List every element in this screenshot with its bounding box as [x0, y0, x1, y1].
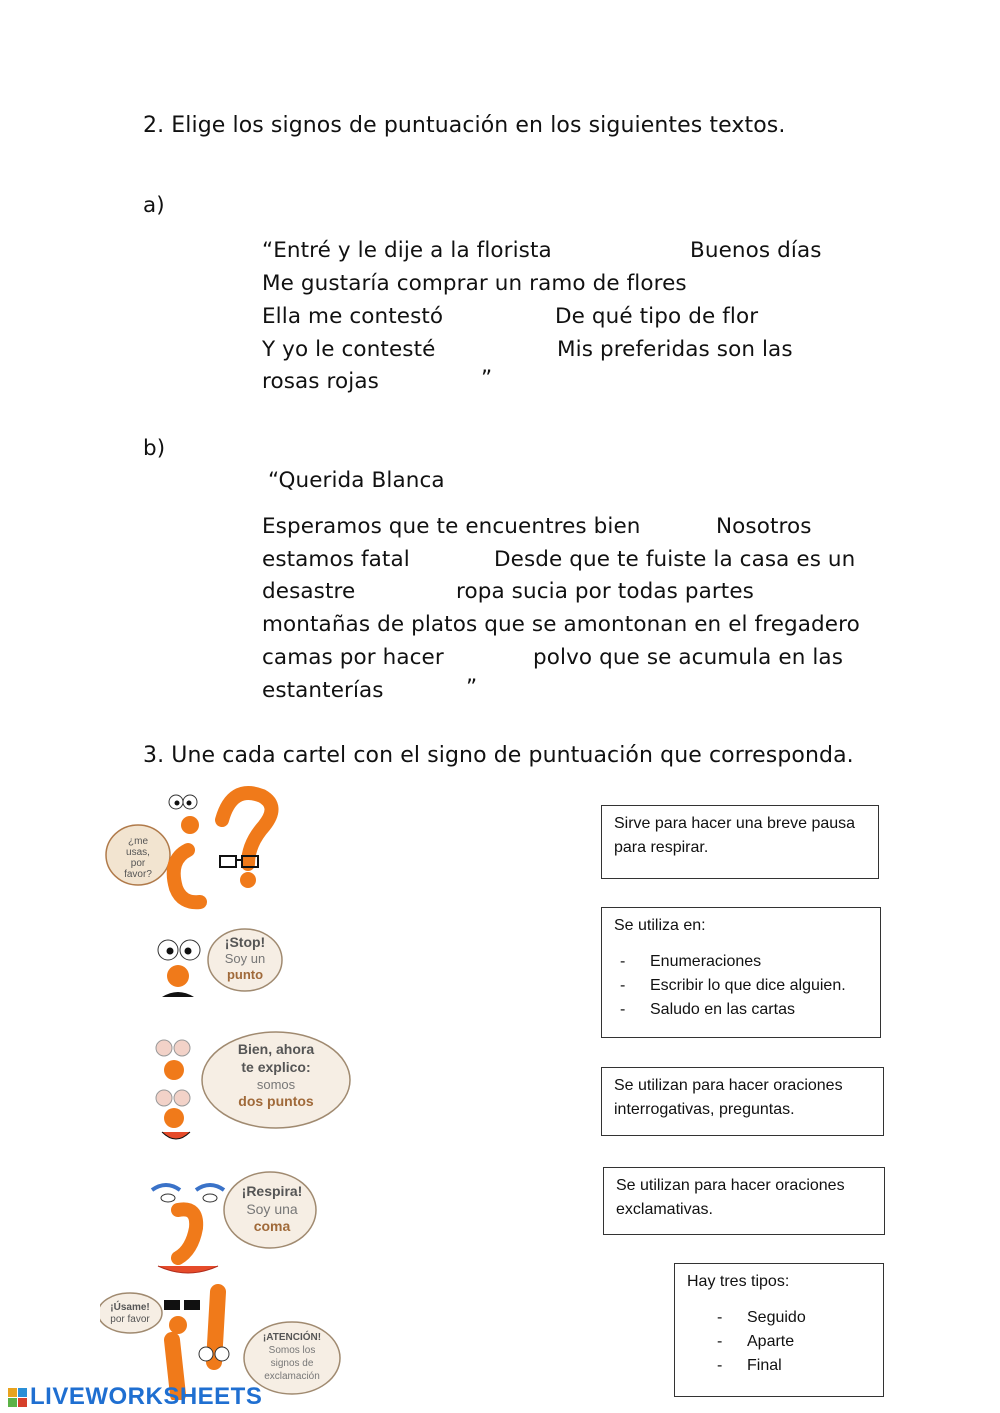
- bubble4-line3: coma: [253, 1218, 291, 1234]
- bubble2-line3: punto: [226, 967, 264, 982]
- bubble5a-line1: ¡Úsame!: [110, 1302, 150, 1313]
- period-character[interactable]: [158, 929, 282, 997]
- card3-text: Se utilizan para hacer oraciones interrogativas, preguntas.: [614, 1077, 843, 1118]
- card-question-definition[interactable]: [601, 1067, 884, 1136]
- card5-item: - Aparte: [711, 1330, 871, 1354]
- text-b-line3-left: desastre: [262, 579, 356, 604]
- text-b-line4: montañas de platos que se amontonan en el fregadero: [262, 612, 860, 637]
- part-b-label: b): [143, 436, 166, 461]
- card2-list: [614, 950, 868, 1022]
- text-b-greeting: “Querida Blanca: [268, 468, 445, 493]
- text-b-line6-close-quote: ”: [466, 675, 478, 700]
- bubble1-line3: por: [130, 858, 146, 869]
- card2-item: - Escribir lo que dice alguien.: [614, 974, 868, 998]
- card2-item: - Enumeraciones: [614, 950, 868, 974]
- card-comma-definition[interactable]: [601, 805, 879, 879]
- text-a-line4-right: Mis preferidas son las: [557, 337, 793, 362]
- bubble2-line2: Soy un: [224, 951, 266, 966]
- bubble3-line1: Bien, ahora: [237, 1041, 315, 1057]
- bubble5b-line3: signos de: [270, 1358, 314, 1369]
- exclamation-character[interactable]: [100, 1292, 340, 1395]
- bubble2-line1: ¡Stop!: [224, 934, 266, 950]
- punctuation-characters-illustration: [100, 780, 380, 1400]
- text-a-line3-right: De qué tipo de flor: [555, 304, 759, 329]
- bubble5b-line1: ¡ATENCIÓN!: [262, 1332, 322, 1343]
- bubble3-line3: somos: [256, 1077, 296, 1092]
- text-a-line5-close-quote: ”: [481, 366, 493, 391]
- card2-item: - Saludo en las cartas: [614, 998, 868, 1022]
- text-b-line5-right: polvo que se acumula en las: [533, 645, 843, 670]
- bubble5b-line2: Somos los: [268, 1345, 316, 1356]
- card2-text: Se utiliza en:: [614, 917, 706, 934]
- exercise3-title: 3. Une cada cartel con el signo de puntuación que corresponda.: [143, 743, 854, 768]
- bubble5a-line2: por favor: [110, 1314, 150, 1325]
- bubble1-line2: usas,: [126, 847, 150, 858]
- bubble1-line4: favor?: [124, 869, 152, 880]
- bubble4-line2: Soy una: [246, 1201, 298, 1217]
- text-a-line1-left: “Entré y le dije a la florista: [262, 238, 552, 263]
- text-a-line4-left: Y yo le contesté: [262, 337, 436, 362]
- question-marks-character[interactable]: [106, 793, 272, 902]
- exercise2-title: 2. Elige los signos de puntuación en los siguientes textos.: [143, 113, 786, 138]
- text-b-line6-left: estanterías: [262, 678, 384, 703]
- text-b-line3-right: ropa sucia por todas partes: [456, 579, 754, 604]
- text-b-line2-right: Desde que te fuiste la casa es un: [494, 547, 856, 572]
- card4-text: Se utilizan para hacer oraciones exclamativas.: [616, 1177, 845, 1218]
- text-b-line1-left: Esperamos que te encuentres bien: [262, 514, 641, 539]
- text-a-line2: Me gustaría comprar un ramo de flores: [262, 271, 687, 296]
- comma-character[interactable]: [152, 1172, 316, 1273]
- text-b-line2-left: estamos fatal: [262, 547, 410, 572]
- text-b-line5-left: camas por hacer: [262, 645, 444, 670]
- text-a-line3-left: Ella me contestó: [262, 304, 444, 329]
- bubble4-line1: ¡Respira!: [241, 1183, 303, 1199]
- brand-name: LIVEWORKSHEETS: [30, 1383, 263, 1410]
- card5-text: Hay tres tipos:: [687, 1273, 790, 1290]
- text-a-line1-right: Buenos días: [690, 238, 822, 263]
- card5-item: - Final: [711, 1354, 871, 1378]
- card-period-definition[interactable]: [674, 1263, 884, 1397]
- colon-character[interactable]: [156, 1032, 350, 1139]
- card-exclamation-definition[interactable]: [603, 1167, 885, 1235]
- liveworksheets-logo: [8, 1383, 262, 1411]
- text-a-line5-left: rosas rojas: [262, 369, 379, 394]
- part-a-label: a): [143, 193, 165, 218]
- text-b-line1-right: Nosotros: [716, 514, 812, 539]
- bubble3-line2: te explico:: [241, 1059, 311, 1075]
- bubble1-line1: ¿me: [128, 836, 148, 847]
- card1-text: Sirve para hacer una breve pausa para respirar.: [614, 815, 856, 856]
- logo-grid-icon: [8, 1388, 27, 1407]
- card5-list: [711, 1306, 871, 1378]
- bubble5b-line4: exclamación: [264, 1371, 320, 1382]
- bubble3-line4: dos puntos: [238, 1093, 314, 1109]
- card5-item: - Seguido: [711, 1306, 871, 1330]
- card-colon-definition[interactable]: [601, 907, 881, 1038]
